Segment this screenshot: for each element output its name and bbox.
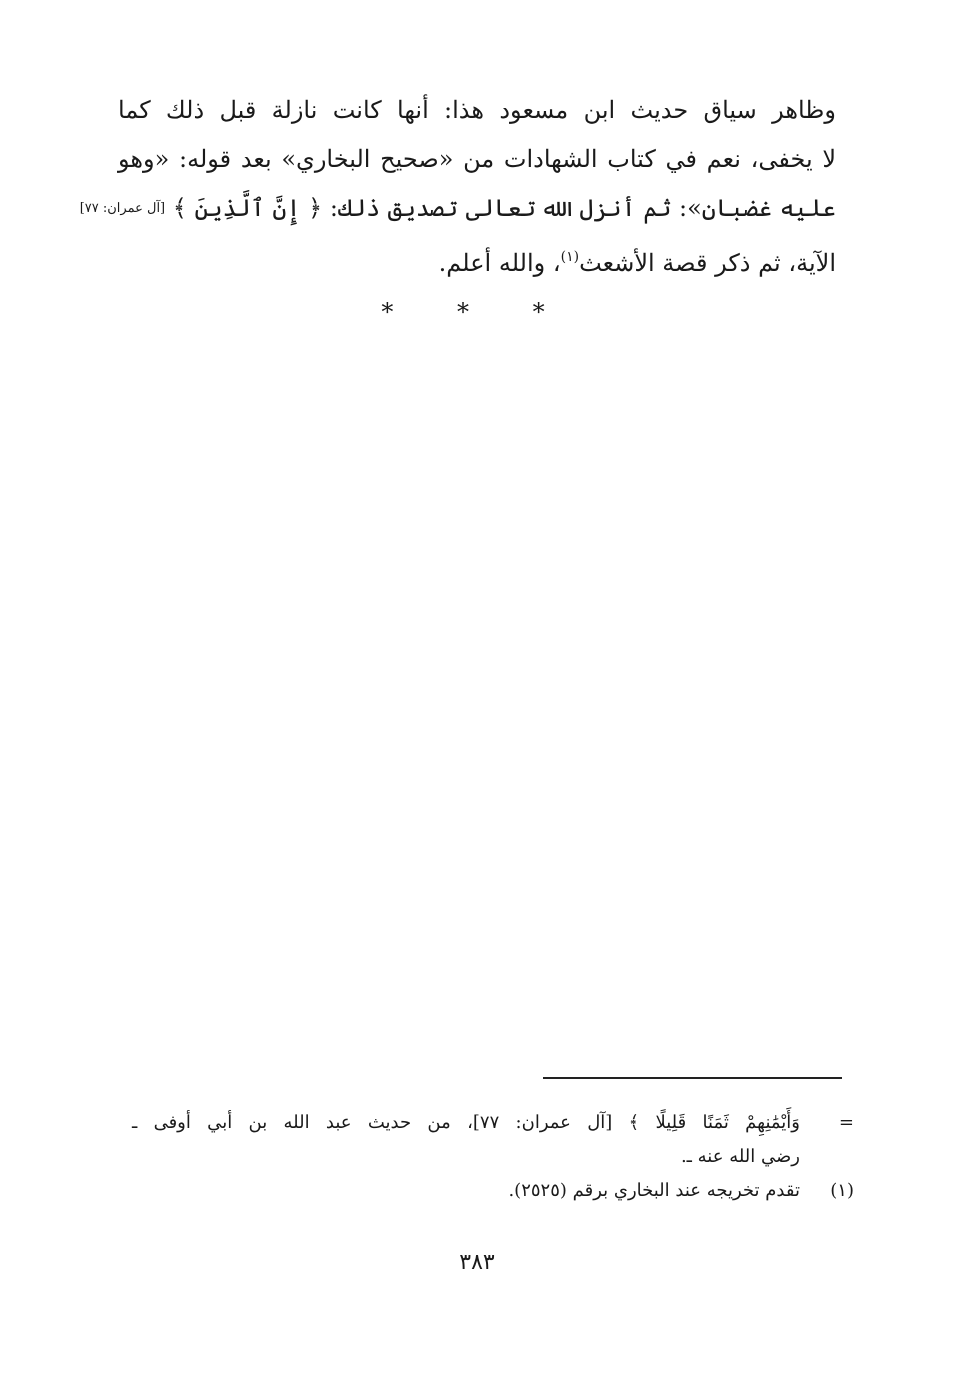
continuation-line-2: رضي الله عنه ـ. bbox=[680, 1146, 800, 1167]
footnotes bbox=[132, 1106, 854, 1208]
continuation-line-1: وَأَيْمَٰنِهِمْ ثَمَنًا قَلِيلًا ﴾ [آل عمران: ٧٧]، من حديث عبد الله بن أبي أوفى ـ bbox=[132, 1112, 800, 1133]
paragraph-line-2: لا يخفى، نعم في كتاب الشهادات من «صحيح البخاري» بعد قوله: «وهو bbox=[118, 145, 836, 173]
paragraph-line-3-text: عليه غضبان»: ثم أنزل الله تعالى تصديق ذلك: ﴿ إِنَّ ٱلَّذِينَ ﴾ bbox=[172, 194, 836, 222]
page-number: ٣٨٣ bbox=[459, 1250, 495, 1275]
footnote-1-text: تقدم تخريجه عند البخاري برقم (٢٥٢٥). bbox=[508, 1180, 800, 1201]
paragraph-line-4-before: الآية، ثم ذكر قصة الأشعث bbox=[579, 249, 836, 277]
footnote-1 bbox=[132, 1174, 854, 1208]
footnote-continuation bbox=[132, 1106, 854, 1174]
quran-reference: [آل عمران: ٧٧] bbox=[79, 201, 166, 216]
main-paragraph bbox=[79, 86, 836, 288]
paragraph-line-4-after: ، والله أعلم. bbox=[438, 249, 561, 277]
footnote-marker: (١) bbox=[560, 249, 580, 265]
footnote-1-mark: (١) bbox=[830, 1180, 854, 1201]
continuation-mark: = bbox=[838, 1112, 854, 1133]
paragraph-line-4 bbox=[118, 233, 836, 288]
section-separator: * * * bbox=[381, 298, 573, 326]
paragraph-line-1: وظاهر سياق حديث ابن مسعود هذا: أنها كانت نازلة قبل ذلك كما bbox=[118, 96, 836, 124]
footnote-divider bbox=[543, 1077, 842, 1079]
paragraph-line-3 bbox=[79, 184, 836, 233]
